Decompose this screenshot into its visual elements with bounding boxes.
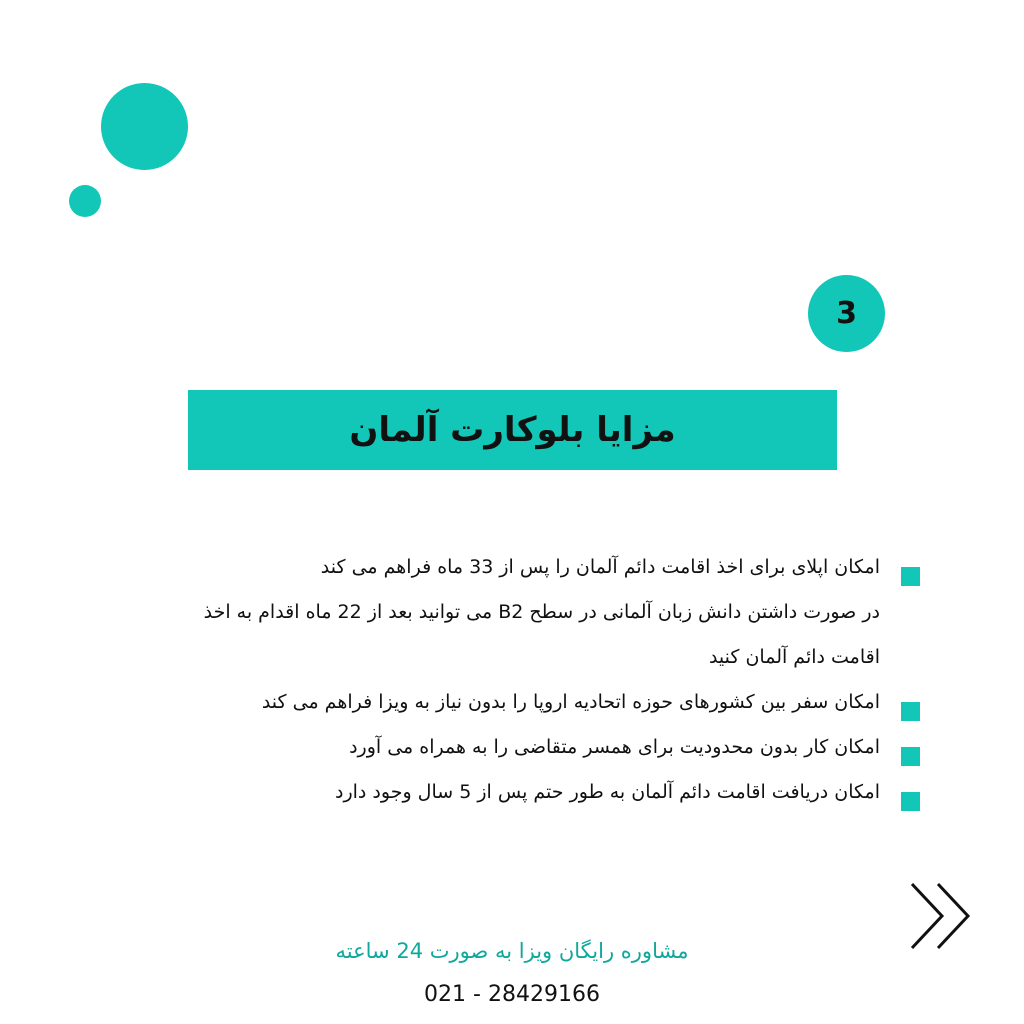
decorative-circle-small (69, 185, 101, 217)
list-item (60, 545, 920, 680)
square-bullet-icon (901, 567, 920, 586)
list-item (60, 725, 920, 770)
list-item-text: امکان دریافت اقامت دائم آلمان به طور حتم پس از 5 سال وجود دارد (335, 781, 880, 803)
decorative-circle-large (101, 83, 188, 170)
page-title: مزایا بلوکارت آلمان (349, 410, 676, 450)
list-item-text: امکان سفر بین کشورهای حوزه اتحادیه اروپا را بدون نیاز به ویزا فراهم می کند (261, 691, 880, 713)
list-item-text: در صورت داشتن دانش زبان آلمانی در سطح B2 می توانید بعد از 22 ماه اقدام به اخذ (203, 601, 880, 623)
list-item (60, 770, 920, 815)
footer-slogan: مشاوره رایگان ویزا به صورت 24 ساعته (335, 939, 689, 963)
list-item-text: امکان کار بدون محدودیت برای همسر متقاضی را به همراه می آورد (349, 736, 880, 758)
square-bullet-icon (901, 747, 920, 766)
list-item-text: امکان اپلای برای اخذ اقامت دائم آلمان را پس از 33 ماه فراهم می کند (320, 556, 880, 578)
title-banner (188, 390, 837, 470)
benefits-list (60, 545, 920, 815)
step-number-badge (808, 275, 885, 352)
footer-phone[interactable]: 021 - 28429166 (424, 982, 600, 1007)
list-item-text: اقامت دائم آلمان کنید (708, 646, 880, 668)
square-bullet-icon (901, 702, 920, 721)
step-number: 3 (836, 296, 857, 331)
square-bullet-icon (901, 792, 920, 811)
list-item (60, 680, 920, 725)
